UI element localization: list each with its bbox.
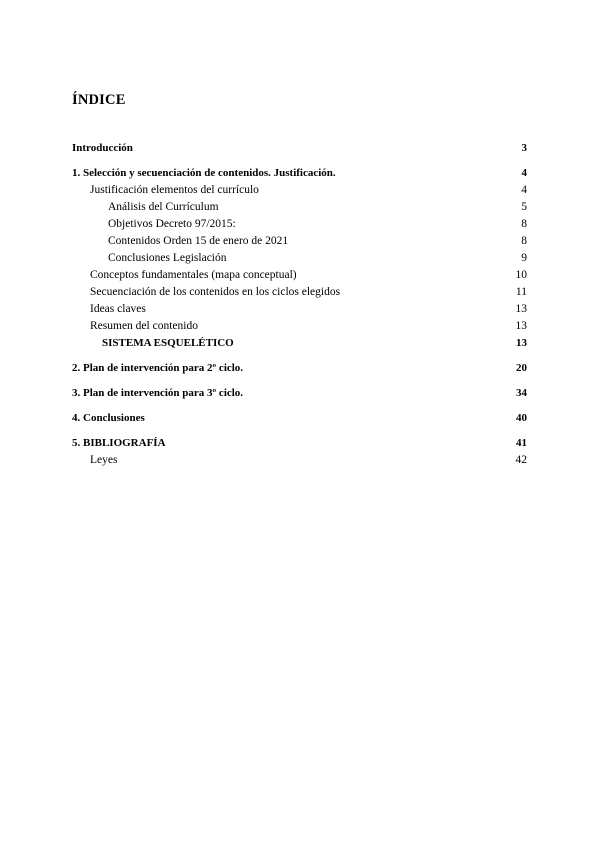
toc-entry-title: Resumen del contenido <box>90 320 198 332</box>
toc-entry[interactable] <box>72 335 527 352</box>
toc-entry-title: 1. Selección y secuenciación de contenidos. Justificación. <box>72 167 336 179</box>
toc-entry[interactable] <box>72 140 527 157</box>
toc-entry-title: Secuenciación de los contenidos en los ciclos elegidos <box>90 286 341 298</box>
toc-entry[interactable] <box>72 216 527 233</box>
toc-entry[interactable] <box>72 284 527 301</box>
toc-entry-title: 2. Plan de intervención para 2º ciclo. <box>72 362 244 374</box>
toc-entry-page: 34 <box>516 387 527 399</box>
toc-entry[interactable] <box>72 385 527 402</box>
table-of-contents <box>72 140 527 469</box>
toc-entry-page: 20 <box>516 362 527 374</box>
toc-entry[interactable] <box>72 318 527 335</box>
toc-entry[interactable] <box>72 165 527 182</box>
toc-entry-title: SISTEMA ESQUELÉTICO <box>102 337 234 349</box>
toc-entry-page: 8 <box>521 218 527 230</box>
toc-entry[interactable] <box>72 301 527 318</box>
toc-entry[interactable] <box>72 267 527 284</box>
toc-entry-title: Introducción <box>72 142 133 154</box>
toc-entry-page: 11 <box>515 286 527 298</box>
toc-entry-title: Ideas claves <box>90 303 146 315</box>
toc-entry[interactable] <box>72 360 527 377</box>
toc-entry-page: 42 <box>515 454 527 466</box>
toc-entry-title: 3. Plan de intervención para 3º ciclo. <box>72 387 244 399</box>
toc-entry-page: 3 <box>521 142 527 154</box>
toc-entry-page: 4 <box>521 167 527 179</box>
toc-entry-page: 41 <box>516 437 527 449</box>
toc-entry-title: Conceptos fundamentales (mapa conceptual) <box>90 269 297 281</box>
toc-entry-title: Leyes <box>90 454 118 466</box>
toc-entry-page: 9 <box>521 252 527 264</box>
toc-entry[interactable] <box>72 250 527 267</box>
toc-entry[interactable] <box>72 452 527 469</box>
toc-entry-title: Justificación elementos del currículo <box>90 184 259 196</box>
toc-entry[interactable] <box>72 435 527 452</box>
toc-entry[interactable] <box>72 233 527 250</box>
toc-entry-page: 8 <box>521 235 527 247</box>
toc-entry-page: 10 <box>515 269 527 281</box>
toc-entry[interactable] <box>72 410 527 427</box>
toc-entry-page: 4 <box>521 184 527 196</box>
toc-entry-page: 40 <box>516 412 527 424</box>
toc-entry[interactable] <box>72 182 527 199</box>
toc-entry-page: 13 <box>515 320 527 332</box>
toc-entry-title: Análisis del Currículum <box>108 201 219 213</box>
toc-entry-page: 13 <box>515 303 527 315</box>
toc-entry-title: Objetivos Decreto 97/2015: <box>108 218 236 230</box>
toc-entry-page: 13 <box>516 337 527 349</box>
toc-entry-title: Contenidos Orden 15 de enero de 2021 <box>108 235 289 247</box>
toc-entry-title: 4. Conclusiones <box>72 412 145 424</box>
toc-heading: ÍNDICE <box>72 92 126 108</box>
toc-entry-page: 5 <box>521 201 527 213</box>
toc-entry-title: Conclusiones Legislación <box>108 252 227 264</box>
toc-entry-title: 5. BIBLIOGRAFÍA <box>72 437 166 449</box>
toc-entry[interactable] <box>72 199 527 216</box>
